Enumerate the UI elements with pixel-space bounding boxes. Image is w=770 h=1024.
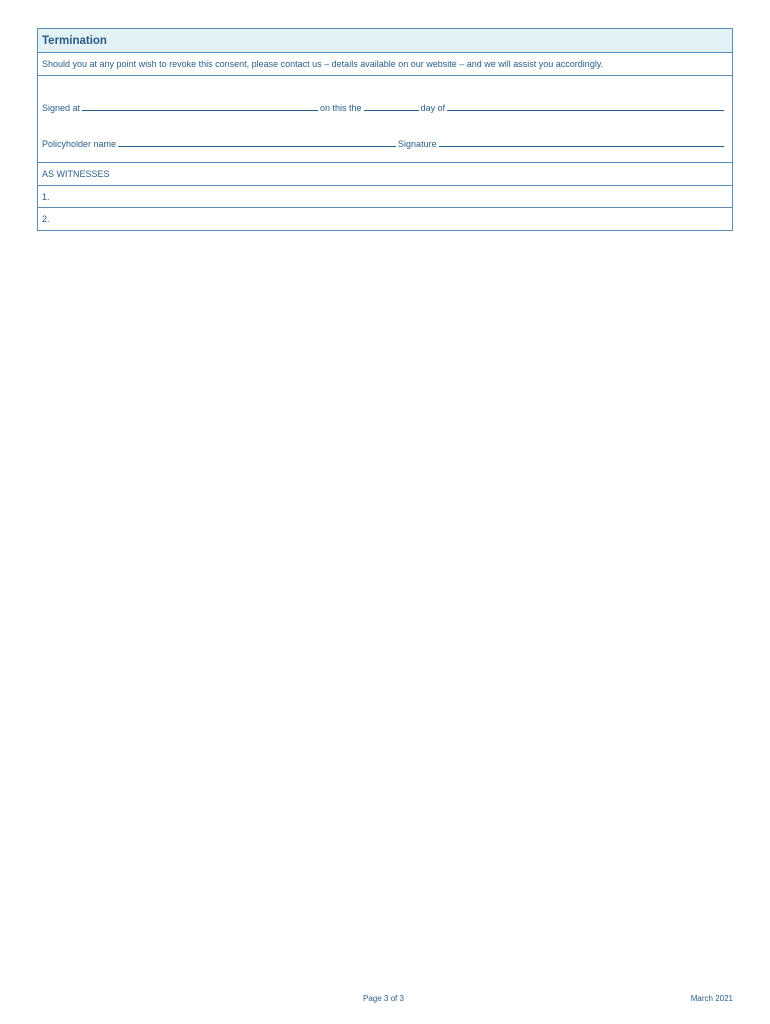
signed-at-label: Signed at xyxy=(42,103,81,113)
witness-row-1[interactable]: 1. xyxy=(38,186,732,208)
consent-text: Should you at any point wish to revoke this consent, please contact us – details available on our website – and we will assist you accordingly. xyxy=(38,53,732,76)
signature-label: Signature xyxy=(398,139,437,149)
policyholder-name-label: Policyholder name xyxy=(42,139,117,149)
day-of-label: day of xyxy=(420,103,446,113)
section-title: Termination xyxy=(38,29,732,53)
page-number: Page 3 of 3 xyxy=(363,994,404,1003)
witnesses-heading: AS WITNESSES xyxy=(38,163,732,186)
policyholder-name-field[interactable] xyxy=(118,138,396,147)
policyholder-line xyxy=(42,138,726,149)
day-number-field[interactable] xyxy=(364,102,419,111)
document-date: March 2021 xyxy=(690,994,733,1003)
month-year-field[interactable] xyxy=(447,102,724,111)
witness-row-2[interactable]: 2. xyxy=(42,214,50,224)
on-this-the-label: on this the xyxy=(320,103,362,113)
termination-form xyxy=(37,28,733,231)
signature-field[interactable] xyxy=(439,138,724,147)
signed-at-field[interactable] xyxy=(82,102,318,111)
signature-block xyxy=(38,76,732,163)
signed-at-line xyxy=(42,102,726,113)
